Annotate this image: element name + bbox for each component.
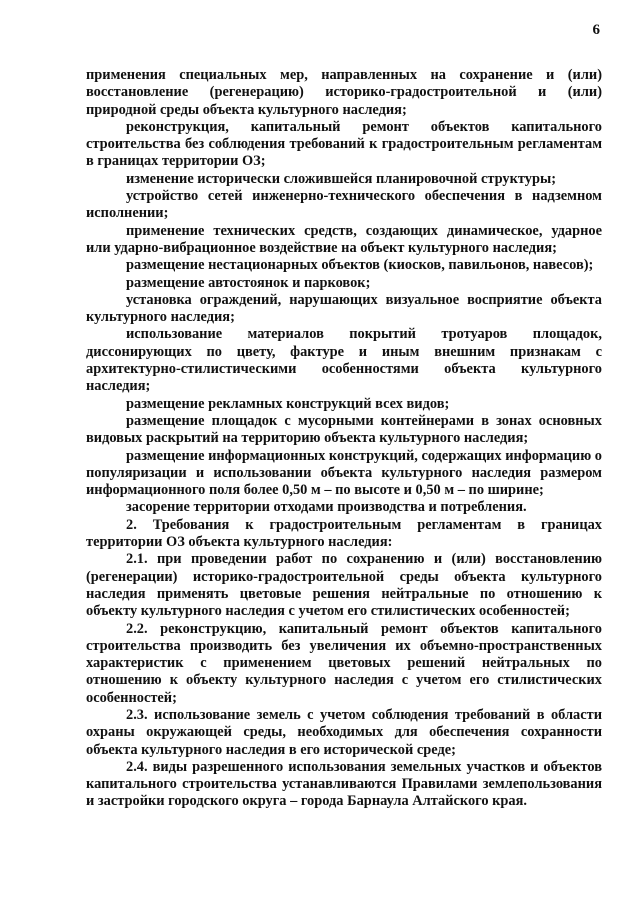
paragraph: 2.1. при проведении работ по сохранению и (или) восстановлению (регенерации) историко-градостроительной среды объекта культурного наследия применять цветовые решения нейтральные по отношению к объекту культурного наследия с учетом его стилистических особенностей; — [86, 551, 602, 620]
paragraph: установка ограждений, нарушающих визуальное восприятие объекта культурного наследия; — [86, 291, 602, 326]
paragraph: 2.4. виды разрешенного использования земельных участков и объектов капитального строительства устанавливаются Правилами землепользования и застройки городского округа – города Барнаула Алтайского края. — [86, 758, 602, 810]
paragraph: размещение нестационарных объектов (киосков, павильонов, навесов); — [126, 257, 594, 274]
paragraph: 2.3. использование земель с учетом соблюдения требований в области охраны окружающей среды, необходимых для обеспечения сохранности объекта культурного наследия в его исторической среде; — [86, 706, 602, 758]
paragraph: реконструкция, капитальный ремонт объектов капитального строительства без соблюдения требований к градостроительным регламентам в границах территории ОЗ; — [86, 118, 602, 170]
paragraph: применения специальных мер, направленных на сохранение и (или) восстановление (регенерацию) историко-градостроительной и (или) природной среды объекта культурного наследия; — [86, 67, 602, 118]
paragraph: размещение площадок с мусорными контейнерами в зонах основных видовых раскрытий на территорию объекта культурного наследия; — [86, 412, 602, 447]
paragraph: 2. Требования к градостроительным регламентам в границах территории ОЗ объекта культурного наследия: — [86, 516, 602, 551]
paragraph: размещение автостоянок и парковок; — [126, 274, 371, 291]
paragraph: использование материалов покрытий тротуаров площадок, диссонирующих по цвету, фактуре и иным внешним признакам с архитектурно-стилистическими особенностями объекта культурного наследия; — [86, 326, 602, 395]
paragraph: размещение рекламных конструкций всех видов; — [126, 395, 450, 412]
paragraph: устройство сетей инженерно-технического обеспечения в надземном исполнении; — [86, 188, 602, 222]
paragraph: размещение информационных конструкций, содержащих информацию о популяризации и использовании объекта культурного наследия размером информационного поля более 0,50 м – по высоте и 0,50 м – по ширине; — [86, 447, 602, 499]
document-body — [86, 67, 602, 811]
paragraph: 2.2. реконструкцию, капитальный ремонт объектов капитального строительства производить без увеличения их объемно-пространственных характеристик с применением цветовых решений нейтральных по отношению к объекту культурного наследия с учетом его стилистических особенностей; — [86, 620, 602, 706]
paragraph: изменение исторически сложившейся планировочной структуры; — [126, 170, 557, 187]
paragraph: применение технических средств, создающих динамическое, ударное или ударно-вибрационное воздействие на объект культурного наследия; — [86, 222, 602, 256]
page-number: 6 — [592, 22, 600, 38]
paragraph: засорение территории отходами производства и потребления. — [126, 499, 527, 516]
